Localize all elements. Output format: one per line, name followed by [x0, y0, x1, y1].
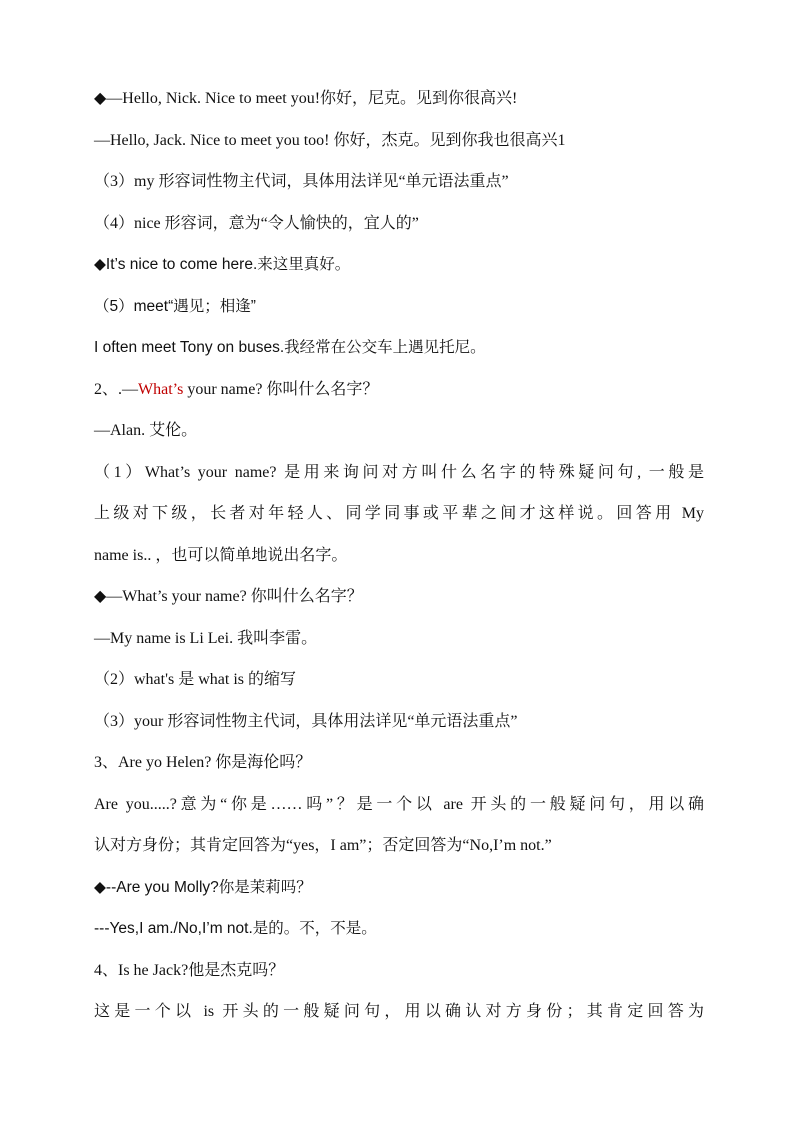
text-run: —My name is Li Lei. 我叫李雷。 [94, 629, 318, 647]
text-run: ◆--Are you Molly?你是茉莉吗？ [94, 878, 312, 896]
text-run: I often meet Tony on buses.我经常在公交车上遇见托尼。 [94, 339, 486, 356]
text-run: 3、Are yo Helen? 你是海伦吗？ [94, 754, 312, 771]
text-line [94, 701, 704, 743]
text-run: 这是一个以 is 开头的一般疑问句，用以确认对方身份；其肯定回答为 [94, 1003, 704, 1020]
document-page [94, 78, 704, 1033]
text-run: ◆—Hello, Nick. Nice to meet you!你好，尼克。见到你很高兴! [94, 90, 518, 107]
text-line [94, 784, 704, 826]
text-line [94, 78, 704, 120]
text-run: 认对方身份；其肯定回答为“yes，I am”；否定回答为“No,I’m not.” [94, 837, 552, 854]
text-line [94, 535, 704, 577]
text-run: 4、Is he Jack?他是杰克吗？ [94, 961, 285, 979]
text-line [94, 161, 704, 203]
text-line [94, 244, 704, 286]
text-line [94, 618, 704, 660]
text-run: （3）my 形容词性物主代词，具体用法详见“单元语法重点” [94, 173, 509, 190]
text-line [94, 659, 704, 701]
text-run: （5）meet“遇见；相逢” [94, 297, 256, 315]
text-line [94, 576, 704, 618]
text-run: （2）what's 是 what is 的缩写 [94, 671, 296, 688]
text-line [94, 950, 704, 992]
text-line [94, 203, 704, 245]
text-line [94, 120, 704, 162]
text-line [94, 908, 704, 950]
text-line [94, 991, 704, 1033]
text-run: name is.. ，也可以简单地说出名字。 [94, 546, 348, 564]
text-line [94, 867, 704, 909]
text-run: 2、.— [94, 380, 139, 398]
text-line [94, 410, 704, 452]
text-line [94, 452, 704, 494]
text-run: your name? 你叫什么名字？ [183, 380, 379, 398]
text-run: ◆It’s nice to come here.来这里真好。 [94, 256, 351, 273]
text-line [94, 825, 704, 867]
text-run: —Alan. 艾伦。 [94, 422, 198, 439]
text-run: 上级对下级，长者对年轻人、同学同事或平辈之间才这样说。回答用 My [94, 505, 704, 522]
text-run: Are you.....?意为“你是……吗”？是一个以 are 开头的一般疑问句，用以确 [94, 795, 704, 813]
text-line [94, 742, 704, 784]
text-run: （4）nice 形容词，意为“令人愉快的，宜人的” [94, 214, 419, 232]
text-run: （1）What’s your name? 是用来询问对方叫什么名字的特殊疑问句, 一般是 [94, 463, 704, 481]
highlighted-text: What’s [138, 380, 184, 398]
text-run: —Hello, Jack. Nice to meet you too! 你好，杰克。见到你我也很高兴1 [94, 131, 566, 149]
text-line [94, 493, 704, 535]
text-line [94, 327, 704, 369]
text-line [94, 286, 704, 328]
text-run: ◆—What’s your name? 你叫什么名字？ [94, 588, 363, 605]
text-line [94, 369, 704, 411]
text-run: （3）your 形容词性物主代词，具体用法详见“单元语法重点” [94, 712, 518, 730]
text-run: ---Yes,I am./No,I’m not.是的。不，不是。 [94, 920, 377, 937]
